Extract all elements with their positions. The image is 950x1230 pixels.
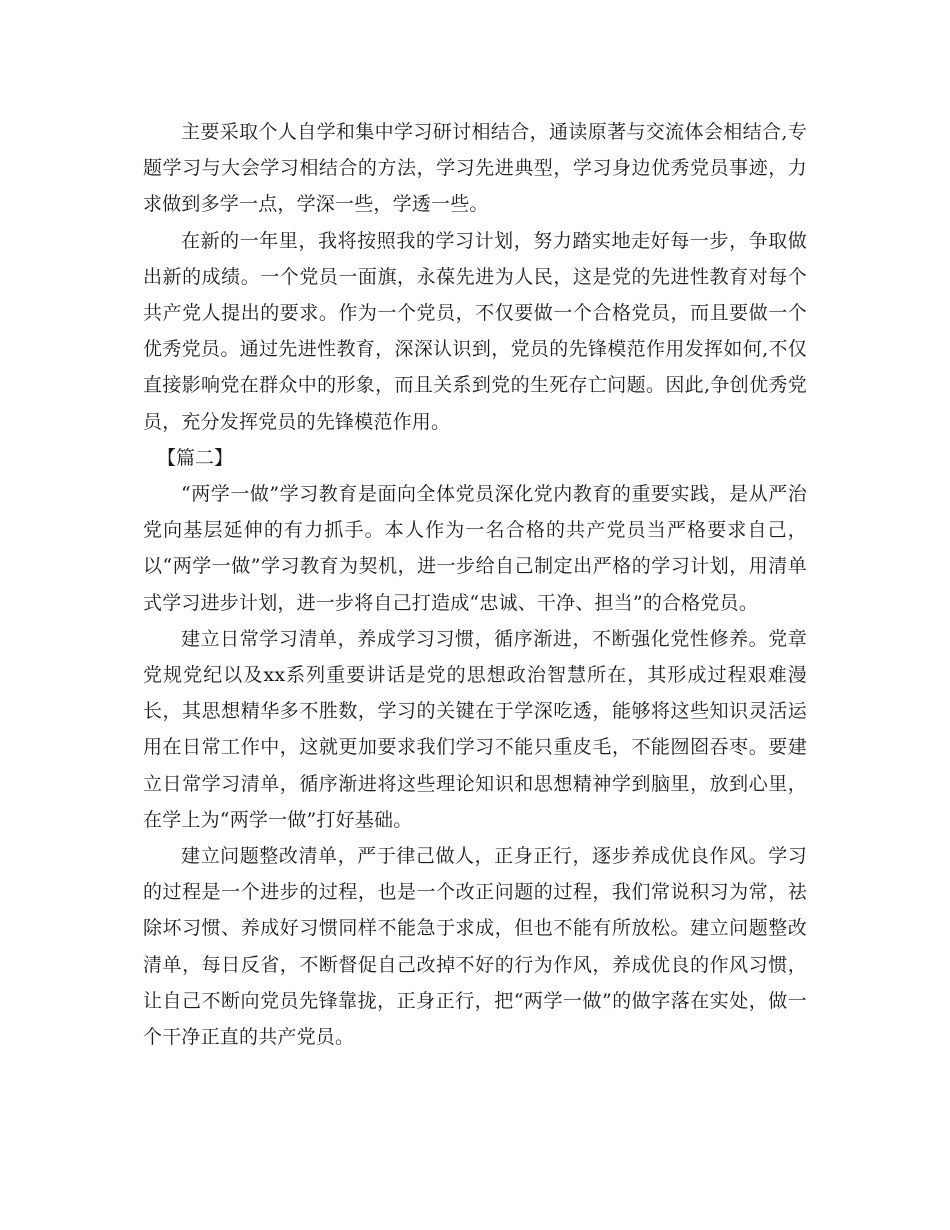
paragraph-two-studies-intro: “两学一做”学习教育是面向全体党员深化党内教育的重要实践，是从严治党向基层延伸的有力抓手。本人作为一名合格的共产党员当严格要求自己，以“两学一做”学习教育为契机，进一步给自己制定出严格的学习计划，用清单式学习进步计划，进一步将自己打造成“忠诚、干净、担当”的合格党员。	[143, 483, 807, 614]
section-heading: 【篇二】	[157, 446, 234, 469]
paragraph-new-year-plan: 在新的一年里，我将按照我的学习计划，努力踏实地走好每一步，争取做出新的成绩。一个党员一面旗，永葆先进为人民，这是党的先进性教育对每个共产党人提出的要求。作为一个党员，不仅要做一个合格党员，而且要做一个优秀党员。通过先进性教育，深深认识到，党员的先锋模范作用发挥如何,不仅直接影响党在群众中的形象，而且关系到党的生死存亡问题。因此,争创优秀党员，充分发挥党员的先锋模范作用。	[143, 229, 807, 433]
paragraph-daily-study-list: 建立日常学习清单，养成学习习惯，循序渐进，不断强化党性修养。党章党规党纪以及xx系列重要讲话是党的思想政治智慧所在，其形成过程艰难漫长，其思想精华多不胜数，学习的关键在于学深吃透，能够将这些知识灵活运用在日常工作中，这就更加要求我们学习不能只重皮毛，不能囫囵吞枣。要建立日常学习清单，循序渐进将这些理论知识和思想精神学到脑里，放到心里，在学上为“两学一做”打好基础。	[143, 627, 807, 831]
paragraph-problem-rectification-list: 建立问题整改清单，严于律己做人，正身正行，逐步养成优良作风。学习的过程是一个进步的过程，也是一个改正问题的过程，我们常说积习为常，祛除坏习惯、养成好习惯同样不能急于求成，但也不能有所放松。建立问题整改清单，每日反省，不断督促自己改掉不好的行为作风，养成优良的作风习惯，让自己不断向党员先锋靠拢，正身正行，把“两学一做”的做字落在实处，做一个干净正直的共产党员。	[143, 845, 807, 1049]
paragraph-study-methods: 主要采取个人自学和集中学习研讨相结合，通读原著与交流体会相结合,专题学习与大会学习相结合的方法，学习先进典型，学习身边优秀党员事迹，力求做到多学一点，学深一些，学透一些。	[143, 121, 807, 216]
document-page	[143, 114, 807, 1055]
